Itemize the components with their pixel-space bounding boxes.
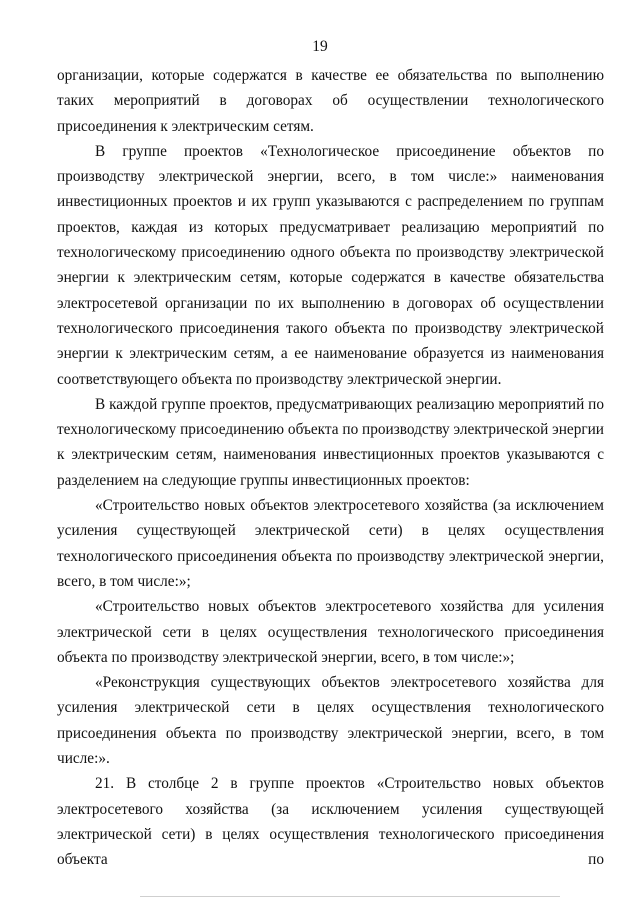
list-item-reconstruction: «Реконструкция существующих объектов электросетевого хозяйства для усиления электрической сети в целях осуществления технологического присоединения объекта по производству электрической энергии, всего, в том числе:». bbox=[57, 674, 604, 768]
paragraph-item-21: 21. В столбце 2 в группе проектов «Строительство новых объектов электросетевого хозяйства (за исключением усиления существующей электрической сети) в целях осуществления технологического присоединения объекта по bbox=[57, 775, 604, 869]
list-item-new-construction-strengthening: «Строительство новых объектов электросетевого хозяйства для усиления электрической сети в целях осуществления технологического присоединения объекта по производству электрической энергии, всего, в том числе:»; bbox=[57, 598, 604, 666]
document-body bbox=[57, 63, 604, 873]
scan-edge-line bbox=[140, 896, 560, 897]
paragraph-generation-group: В группе проектов «Технологическое присоединение объектов по производству электрической энергии, всего, в том числе:» наименования инвестиционных проектов и их групп указываются с распределением по группам проектов, каждая из которых предусматривает реализацию мероприятий по технологическому присоединению одного объекта по производству электрической энергии к электрическим сетям, которые содержатся в качестве обязательства электросетевой организации по их выполнению в договорах об осуществлении технологического присоединения такого объекта по производству электрической энергии к электрическим сетям, а ее наименование образуется из наименования соответствующего объекта по производству электрической энергии. bbox=[57, 142, 604, 388]
paragraph-project-groups: В каждой группе проектов, предусматривающих реализацию мероприятий по технологическому присоединению объекта по производству электрической энергии к электрическим сетям, наименования инвестиционных проектов указываются с разделением на следующие группы инвестиционных проектов: bbox=[57, 395, 604, 489]
list-item-new-construction-excluding: «Строительство новых объектов электросетевого хозяйства (за исключением усиления существующей электрической сети) в целях осуществления технологического присоединения объекта по производству электрической энергии, всего, в том числе:»; bbox=[57, 497, 604, 590]
paragraph-continuation: организации, которые содержатся в качестве ее обязательства по выполнению таких мероприятий в договорах об осуществлении технологического присоединения к электрическим сетям. bbox=[57, 67, 604, 135]
page-number: 19 bbox=[312, 38, 328, 55]
